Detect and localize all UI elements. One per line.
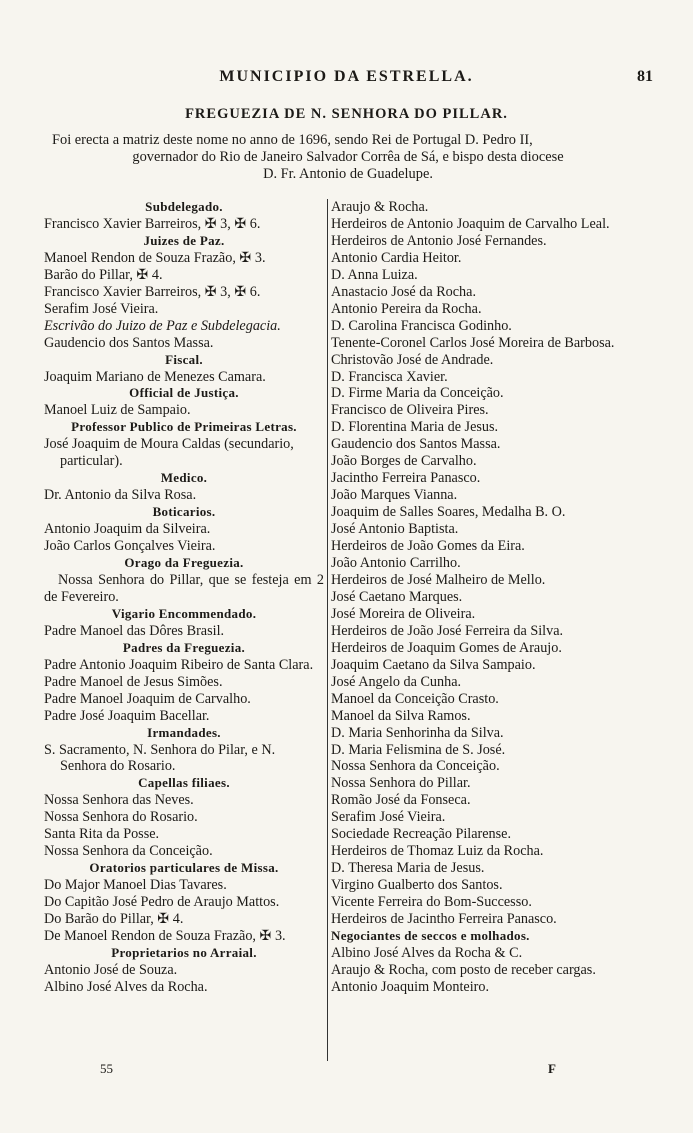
list-entry: Dr. Antonio da Silva Rosa. bbox=[44, 487, 197, 504]
list-entry: Anastacio José da Rocha. bbox=[331, 283, 476, 300]
intro-line: D. Fr. Antonio de Guadelupe. bbox=[263, 166, 433, 182]
list-entry: Padre Antonio Joaquim Ribeiro de Santa Clara. bbox=[44, 656, 314, 673]
list-entry: João Borges de Carvalho. bbox=[331, 453, 477, 470]
list-entry: Sociedade Recreação Pilarense. bbox=[331, 826, 512, 843]
list-entry: José Caetano Marques. bbox=[331, 588, 463, 605]
list-entry: Joaquim Caetano da Silva Sampaio. bbox=[331, 656, 536, 673]
list-entry: Joaquim Mariano de Menezes Camara. bbox=[44, 368, 266, 385]
list-entry: Herdeiros de João Gomes da Eira. bbox=[331, 538, 525, 555]
list-entry: Francisco de Oliveira Pires. bbox=[331, 402, 489, 419]
section-heading: Official de Justiça. bbox=[129, 385, 239, 401]
list-entry: Vicente Ferreira do Bom-Successo. bbox=[331, 894, 532, 911]
list-entry: José Angelo da Cunha. bbox=[331, 673, 462, 690]
list-entry: Nossa Senhora da Conceição. bbox=[44, 843, 213, 860]
signature-number: 55 bbox=[100, 1061, 113, 1076]
list-entry: Herdeiros de Antonio José Fernandes. bbox=[331, 232, 547, 249]
list-entry: Antonio Cardia Heitor. bbox=[331, 249, 462, 266]
list-entry: Do Barão do Pillar, ✠ 4. bbox=[44, 911, 184, 928]
list-entry: Nossa Senhora do Pillar. bbox=[331, 775, 471, 792]
list-entry: De Manoel Rendon de Souza Frazão, ✠ 3. bbox=[44, 927, 286, 944]
list-entry: Gaudencio dos Santos Massa. bbox=[331, 436, 501, 453]
list-entry: Padre Manoel Joaquim de Carvalho. bbox=[44, 690, 251, 707]
list-entry: Do Capitão José Pedro de Araujo Mattos. bbox=[44, 894, 280, 911]
list-entry: Christovão José de Andrade. bbox=[331, 351, 494, 368]
section-heading: Capellas filiaes. bbox=[138, 775, 230, 791]
list-entry: Nossa Senhora da Conceição. bbox=[331, 758, 500, 775]
list-entry: Albino José Alves da Rocha & C. bbox=[331, 944, 523, 961]
page-header-title: MUNICIPIO DA ESTRELLA. bbox=[219, 68, 474, 85]
list-entry: D. Florentina Maria de Jesus. bbox=[331, 419, 499, 436]
section-heading: Professor Publico de Primeiras Letras. bbox=[71, 419, 297, 435]
list-entry: Tenente-Coronel Carlos José Moreira de Barbosa. bbox=[331, 334, 615, 351]
list-entry: João Antonio Carrilho. bbox=[331, 555, 461, 572]
list-entry: Serafim José Vieira. bbox=[44, 300, 159, 317]
list-entry: Nossa Senhora do Rosario. bbox=[44, 809, 198, 826]
section-heading: Orago da Freguezia. bbox=[124, 555, 244, 571]
list-entry: Antonio José de Souza. bbox=[44, 961, 178, 978]
list-entry: Antonio Pereira da Rocha. bbox=[331, 300, 482, 317]
column-divider bbox=[327, 199, 328, 1061]
list-entry: Herdeiros de Thomaz Luiz da Rocha. bbox=[331, 843, 544, 860]
list-entry: Herdeiros de Jacintho Ferreira Panasco. bbox=[331, 911, 557, 928]
signature-letter: F bbox=[548, 1061, 556, 1076]
section-heading: Boticarios. bbox=[152, 504, 216, 520]
list-entry: Herdeiros de Joaquim Gomes de Araujo. bbox=[331, 639, 562, 656]
intro-line: governador do Rio de Janeiro Salvador Corrêa de Sá, e bispo desta diocese bbox=[132, 149, 564, 165]
list-entry: Gaudencio dos Santos Massa. bbox=[44, 334, 214, 351]
page-footer bbox=[0, 1061, 693, 1081]
list-entry: Nossa Senhora do Pillar, que se festeja em 2 de Fevereiro. bbox=[44, 571, 324, 605]
list-entry: Manoel da Silva Ramos. bbox=[331, 707, 471, 724]
section-heading: Negociantes de seccos e molhados. bbox=[331, 927, 530, 943]
list-entry: João Carlos Gonçalves Vieira. bbox=[44, 538, 216, 555]
section-heading: Oratorios particulares de Missa. bbox=[89, 860, 279, 876]
list-entry: Herdeiros de Antonio Joaquim de Carvalho Leal. bbox=[331, 215, 610, 232]
list-entry: D. Francisca Xavier. bbox=[331, 368, 448, 385]
section-heading: Proprietarios no Arraial. bbox=[111, 944, 257, 960]
list-entry: Santa Rita da Posse. bbox=[44, 826, 160, 843]
section-heading: Subdelegado. bbox=[145, 199, 223, 214]
right-column bbox=[331, 199, 616, 996]
list-entry: D. Maria Felismina de S. José. bbox=[331, 741, 506, 758]
section-heading: Juizes de Paz. bbox=[143, 232, 225, 248]
list-entry: D. Maria Senhorinha da Silva. bbox=[331, 724, 504, 741]
list-entry: Romão José da Fonseca. bbox=[331, 792, 471, 809]
list-entry: Serafim José Vieira. bbox=[331, 809, 446, 826]
section-heading: Fiscal. bbox=[165, 351, 203, 367]
list-entry: Escrivão do Juizo de Paz e Subdelegacia. bbox=[44, 317, 281, 334]
list-entry: José Antonio Baptista. bbox=[331, 521, 459, 538]
list-entry: D. Anna Luiza. bbox=[331, 266, 418, 283]
intro-paragraph bbox=[44, 132, 652, 183]
list-entry: Antonio Joaquim Monteiro. bbox=[331, 978, 490, 995]
list-entry: Nossa Senhora das Neves. bbox=[44, 792, 194, 809]
section-heading: Padres da Freguezia. bbox=[122, 639, 246, 655]
list-entry: Manoel Rendon de Souza Frazão, ✠ 3. bbox=[44, 249, 266, 266]
list-entry: Virgino Gualberto dos Santos. bbox=[331, 877, 503, 894]
page-number: 81 bbox=[637, 68, 653, 85]
section-heading: Medico. bbox=[160, 470, 208, 486]
list-entry: Herdeiros de José Malheiro de Mello. bbox=[331, 571, 546, 588]
list-entry: S. Sacramento, N. Senhora do Pilar, e N. Senhora do Rosario. bbox=[44, 741, 276, 775]
list-entry: Antonio Joaquim da Silveira. bbox=[44, 521, 211, 538]
list-entry: José Joaquim de Moura Caldas (secundario, particular). bbox=[44, 436, 294, 470]
list-entry: Herdeiros de João José Ferreira da Silva. bbox=[331, 622, 564, 639]
list-entry: Araujo & Rocha. bbox=[331, 199, 429, 215]
list-entry: D. Carolina Francisca Godinho. bbox=[331, 317, 512, 334]
list-entry: Jacintho Ferreira Panasco. bbox=[331, 470, 481, 487]
list-entry: Do Major Manoel Dias Tavares. bbox=[44, 877, 227, 894]
list-entry: João Marques Vianna. bbox=[331, 487, 458, 504]
list-entry: Manoel Luiz de Sampaio. bbox=[44, 402, 191, 419]
list-entry: Padre José Joaquim Bacellar. bbox=[44, 707, 210, 724]
section-heading: Vigario Encommendado. bbox=[111, 605, 257, 621]
list-entry: Francisco Xavier Barreiros, ✠ 3, ✠ 6. bbox=[44, 283, 261, 300]
list-entry: Barão do Pillar, ✠ 4. bbox=[44, 266, 163, 283]
list-entry: D. Firme Maria da Conceição. bbox=[331, 385, 504, 402]
running-header bbox=[40, 68, 653, 90]
list-entry: Padre Manoel das Dôres Brasil. bbox=[44, 622, 225, 639]
section-heading: Irmandades. bbox=[147, 724, 221, 740]
list-entry: Padre Manoel de Jesus Simões. bbox=[44, 673, 223, 690]
section-title: FREGUEZIA DE N. SENHORA DO PILLAR. bbox=[185, 106, 508, 122]
intro-line: Foi erecta a matriz deste nome no anno de 1696, sendo Rei de Portugal D. Pedro II, bbox=[52, 132, 533, 148]
list-entry: Albino José Alves da Rocha. bbox=[44, 978, 208, 995]
list-entry: José Moreira de Oliveira. bbox=[331, 605, 476, 622]
list-entry: Joaquim de Salles Soares, Medalha B. O. bbox=[331, 504, 566, 521]
list-entry: Manoel da Conceição Crasto. bbox=[331, 690, 499, 707]
list-entry: Francisco Xavier Barreiros, ✠ 3, ✠ 6. bbox=[44, 215, 261, 232]
list-entry: D. Theresa Maria de Jesus. bbox=[331, 860, 485, 877]
left-column bbox=[44, 199, 324, 996]
list-entry: Araujo & Rocha, com posto de receber cargas. bbox=[331, 961, 596, 978]
